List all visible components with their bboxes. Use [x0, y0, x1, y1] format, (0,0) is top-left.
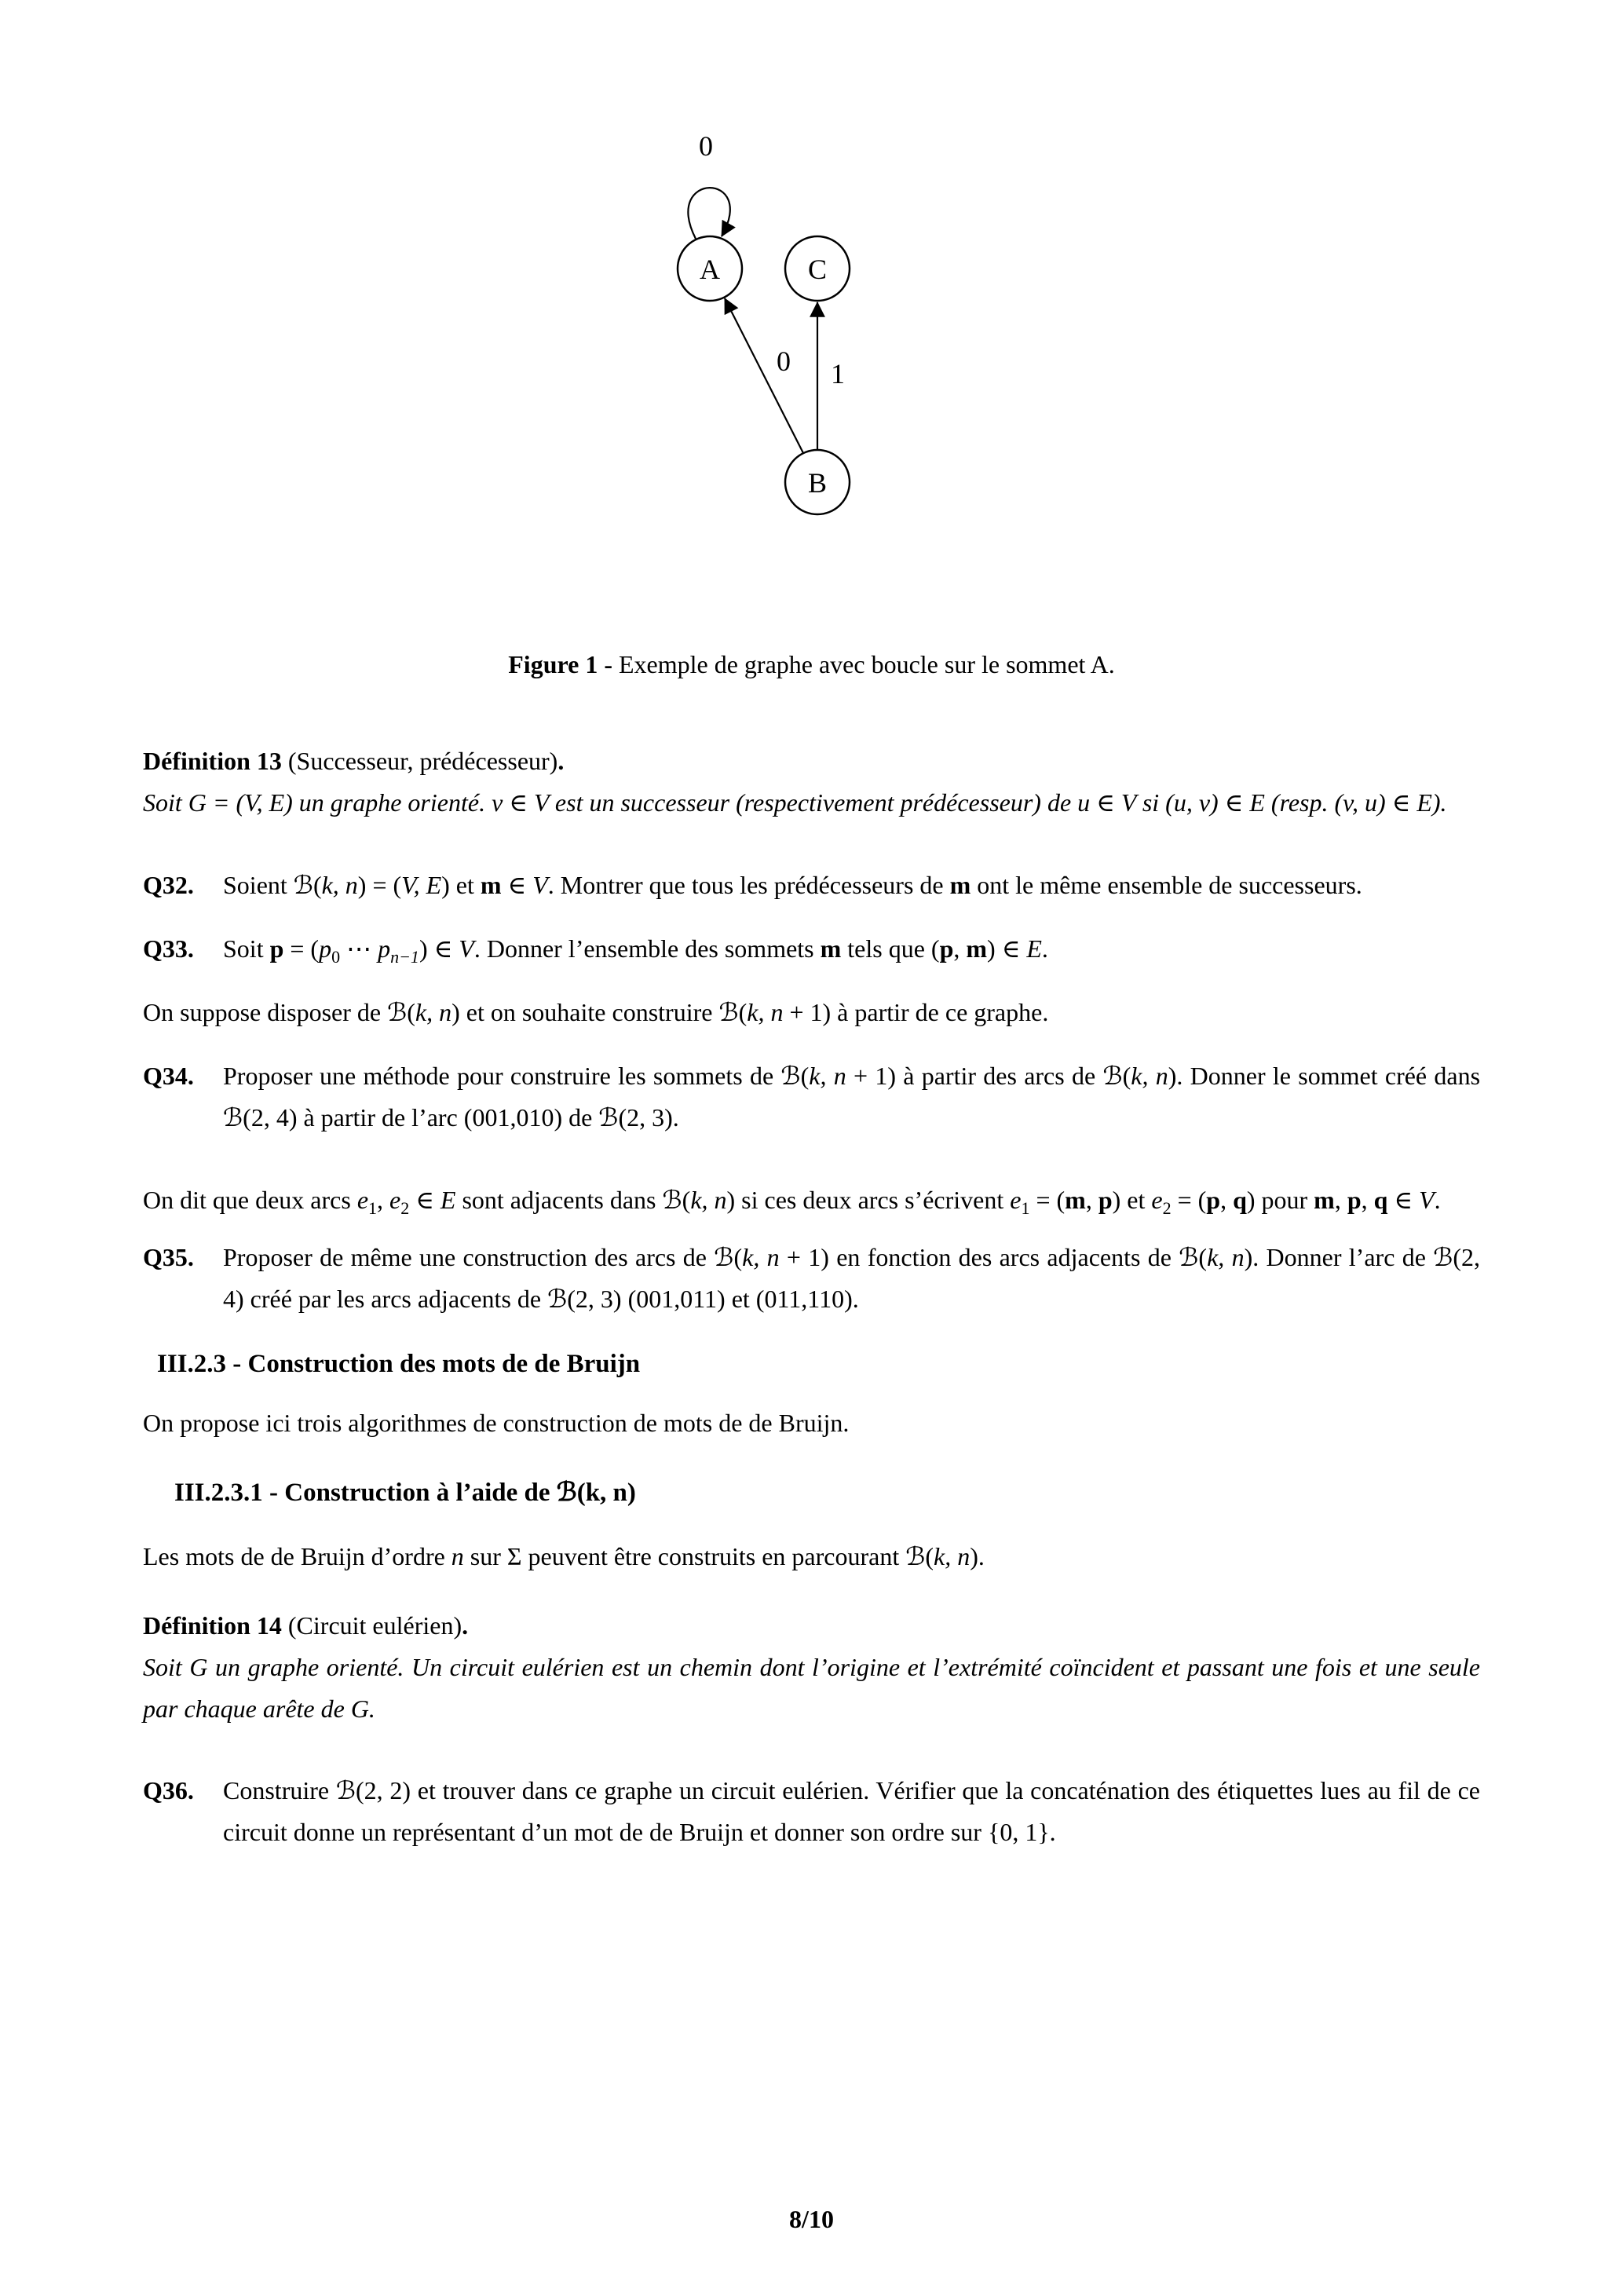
figure-caption: Figure 1 - Exemple de graphe avec boucle sur le sommet A.: [508, 650, 1115, 678]
definition-13-heading: Définition 13 (Successeur, prédécesseur).: [143, 747, 565, 775]
paragraph-construction-intro: On suppose disposer de ℬ(k, n) et on souhaite construire ℬ(k, n + 1) à partir de ce graphe.: [143, 998, 1049, 1026]
definition-14-body: Soit G un graphe orienté. Un circuit eulérien est un chemin dont l’origine et l’extrémité coïncident et passant une fois et une seule par chaque arête de G.: [143, 1653, 1480, 1723]
question-q33: [143, 928, 1480, 970]
question-q32-body: Soient ℬ(k, n) = (V, E) et m ∈ V. Montrer que tous les prédécesseurs de m ont le même ensemble de successeurs.: [223, 871, 1362, 899]
node-A-label: A: [700, 254, 720, 285]
node-C: [785, 236, 850, 301]
document-body: [0, 740, 1623, 1853]
question-q32: [143, 865, 1480, 906]
question-q33-label: Q33.: [143, 934, 194, 963]
question-q35-label: Q35.: [143, 1243, 194, 1271]
edge-B-A-label: 0: [777, 345, 791, 377]
question-q34-label: Q34.: [143, 1062, 194, 1090]
page-number: 8/10: [789, 2205, 834, 2233]
question-q35: [143, 1237, 1480, 1320]
paragraph-words-construction: Les mots de de Bruijn d’ordre n sur Σ peuvent être construits en parcourant ℬ(k, n).: [143, 1542, 985, 1570]
section-heading-III-2-3-1: III.2.3.1 - Construction à l’aide de ℬ(k, n): [174, 1479, 636, 1507]
question-q34-body: Proposer une méthode pour construire les sommets de ℬ(k, n + 1) à partir des arcs de ℬ(k, n). Donner le sommet créé dans ℬ(2, 4) à partir de l’arc (001,010) de ℬ(2, 3).: [223, 1062, 1481, 1132]
definition-14-heading: Définition 14 (Circuit eulérien).: [143, 1611, 469, 1640]
definition-13-body: Soit G = (V, E) un graphe orienté. v ∈ V est un successeur (respectivement prédécesseur) de u ∈ V si (u, v) ∈ E (resp. (v, u) ∈ E).: [143, 788, 1447, 817]
graph-figure: [0, 0, 1623, 612]
question-q32-label: Q32.: [143, 871, 194, 899]
node-C-label: C: [807, 254, 828, 285]
question-q35-body: Proposer de même une construction des arcs de ℬ(k, n + 1) en fonction des arcs adjacents de ℬ(k, n). Donner l’arc de ℬ(2, 4) créé par les arcs adjacents de ℬ(2, 3) (001,011) et (011,110).: [223, 1243, 1480, 1313]
edge-B-C-label: 1: [831, 358, 845, 389]
section-heading-III-2-3: III.2.3 - Construction des mots de de Bruijn: [157, 1350, 641, 1378]
paragraph-adjacent-arcs: On dit que deux arcs $e_1$, $e_2$ ∈ E sont adjacents dans ℬ(k, n) si ces deux arcs s’écrivent $e_1 = (m$, p) et $e_2 = (p$, q) pour m, p, q ∈ V.: [143, 1186, 1441, 1218]
edge-B-A: [725, 298, 803, 453]
node-B-label: B: [807, 467, 828, 499]
self-loop-edge-A: [688, 188, 729, 239]
self-loop-label: 0: [699, 130, 713, 162]
question-q34: [143, 1055, 1480, 1139]
question-q36-body: Construire ℬ(2, 2) et trouver dans ce graphe un circuit eulérien. Vérifier que la concaténation des étiquettes lues au fil de ce circuit donne un représentant d’un mot de de Bruijn et donner son ordre sur {0, 1}.: [223, 1776, 1480, 1846]
question-q36: [143, 1770, 1480, 1853]
question-q33-body: Soit $p = (p_0$ ⋯ $p_{n-1}$) ∈ V. Donner l’ensemble des sommets m tels que (p, m) ∈ E.: [223, 934, 1048, 967]
paragraph-three-algorithms: On propose ici trois algorithmes de construction de mots de de Bruijn.: [143, 1409, 850, 1437]
node-B: [785, 450, 850, 514]
node-A: [678, 236, 742, 301]
question-q36-label: Q36.: [143, 1776, 194, 1804]
